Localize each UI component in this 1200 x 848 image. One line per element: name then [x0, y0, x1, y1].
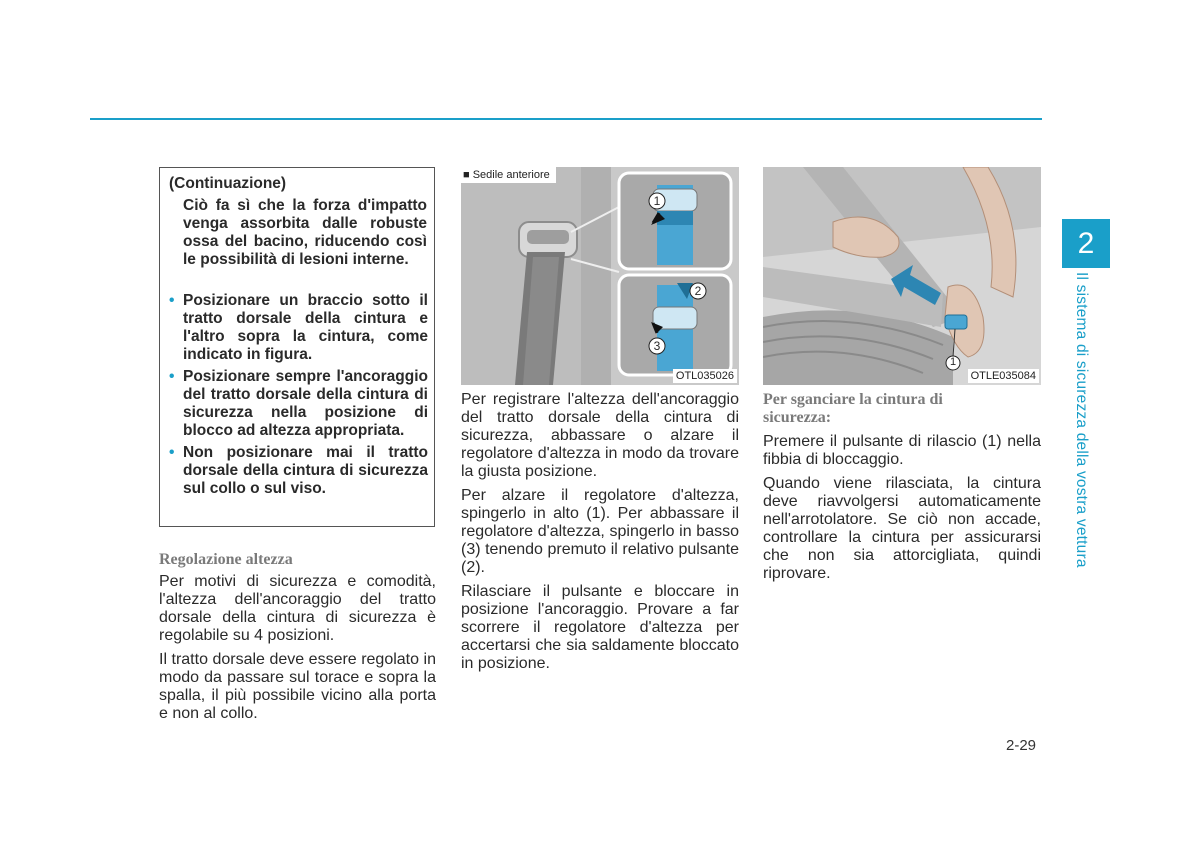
paragraph: Per motivi di sicurezza e comodità, l'altezza dell'ancoraggio del tratto dorsale della cintura di sicurezza è regolabile su 4 posizioni.	[159, 573, 436, 644]
warning-bullet: • Posizionare sempre l'ancoraggio del tratto dorsale della cintura di sicurezza nella posizione di blocco ad altezza appropriata.	[169, 368, 428, 439]
figure-height-adjuster	[461, 167, 739, 385]
buckle-release-illustration	[763, 167, 1041, 385]
chapter-title-vertical	[1068, 272, 1098, 572]
bullet-dot-icon: •	[169, 292, 175, 309]
adjustment-instructions	[461, 391, 739, 679]
paragraph: Premere il pulsante di rilascio (1) nella fibbia di bloccaggio.	[763, 433, 1041, 468]
paragraph: Il tratto dorsale deve essere regolato in modo da passare sul torace e sopra la spalla, il più possibile vicino alla porta e non al collo.	[159, 651, 436, 722]
paragraph: Per registrare l'altezza dell'ancoraggio del tratto dorsale della cintura di sicurezza, abbassare o alzare il regolatore d'altezza in modo da trovare la giusta posizione.	[461, 391, 739, 480]
callout-3: 3	[653, 339, 661, 353]
figure-buckle-release	[763, 167, 1041, 385]
callout-1: 1	[653, 194, 661, 208]
seatbelt-anchor-illustration	[461, 167, 739, 385]
chapter-title: Il sistema di sicurezza della vostra vettura	[1073, 272, 1090, 568]
chapter-number-tab	[1062, 219, 1110, 268]
warning-bullet: • Non posizionare mai il tratto dorsale della cintura di sicurezza sul collo o sul viso.	[169, 444, 428, 497]
callout-2: 2	[694, 284, 702, 298]
bullet-dot-icon: •	[169, 444, 175, 461]
figure-code: OTL035026	[673, 369, 737, 383]
figure-code: OTLE035084	[968, 369, 1039, 383]
header-rule	[90, 118, 1042, 120]
figure-label: ■ Sedile anteriore	[461, 167, 556, 183]
warning-box	[159, 167, 435, 527]
chapter-number: 2	[1077, 226, 1095, 260]
warning-heading: (Continuazione)	[169, 175, 287, 192]
height-section-heading: Regolazione altezza	[159, 551, 293, 568]
release-section-heading: Per sganciare la cintura di sicurezza:	[763, 391, 943, 426]
paragraph: Per alzare il regolatore d'altezza, spingerlo in alto (1). Per abbassare il regolatore d'altezza, spingerlo in basso (3) tenendo premuto il relativo pulsante (2).	[461, 487, 739, 576]
height-section-body	[159, 573, 436, 729]
page-number: 2-29	[1006, 737, 1037, 754]
release-section-body	[763, 433, 1041, 589]
warning-bullet: • Posizionare un braccio sotto il tratto dorsale della cintura e l'altro sopra la cintura, come indicato in figura.	[169, 292, 428, 363]
callout-1: 1	[949, 356, 957, 368]
warning-list	[160, 292, 428, 502]
paragraph: Quando viene rilasciata, la cintura deve riavvolgersi automaticamente nell'arrotolatore. Se ciò non accade, controllare la cintura per assicurarsi che non sia attorcigliata, quindi riprovare.	[763, 475, 1041, 582]
bullet-dot-icon: •	[169, 368, 175, 385]
paragraph: Rilasciare il pulsante e bloccare in posizione l'ancoraggio. Provare a far scorrere il regolatore d'altezza per accertarsi che sia saldamente bloccato in posizione.	[461, 583, 739, 672]
warning-intro: Ciò fa sì che la forza d'impatto venga assorbita dalle robuste ossa del bacino, riducendo così le possibilità di lesioni interne.	[183, 197, 427, 268]
